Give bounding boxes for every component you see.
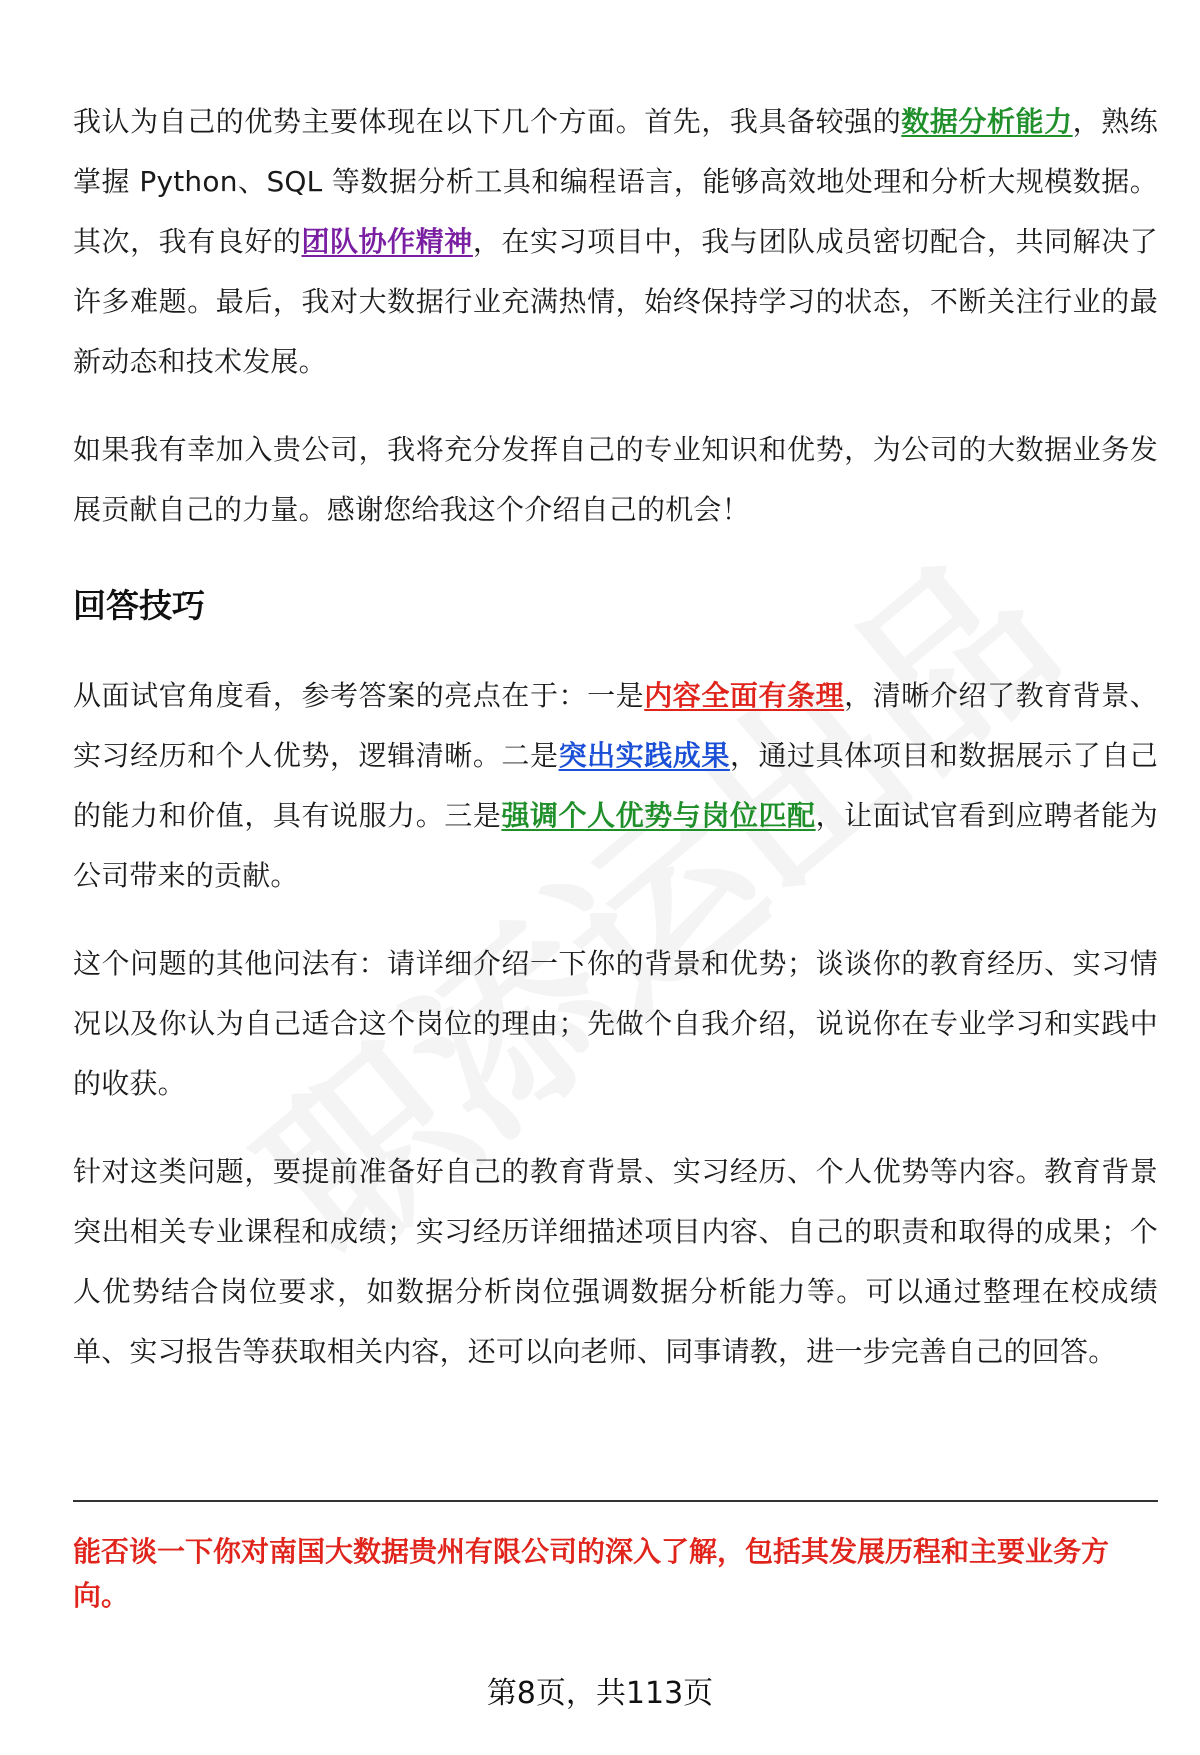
- highlight-teamwork: 团队协作精神: [301, 225, 473, 258]
- page-number: 第8页，共113页: [486, 1676, 714, 1711]
- highlight-data-analysis: 数据分析能力: [901, 105, 1073, 138]
- text-run: 从面试官角度看，参考答案的亮点在于：一是: [73, 679, 645, 712]
- section-heading-tips: 回答技巧: [73, 586, 205, 625]
- intro-paragraph-strengths: [73, 92, 1158, 392]
- tips-paragraph-highlights: [73, 666, 1158, 906]
- tips-paragraph-preparation: 针对这类问题，要提前准备好自己的教育背景、实习经历、个人优势等内容。教育背景突出相关专业课程和成绩；实习经历详细描述项目内容、自己的职责和取得的成果；个人优势结合岗位要求，如数据分析岗位强调数据分析能力等。可以通过整理在校成绩单、实习报告等获取相关内容，还可以向老师、同事请教，进一步完善自己的回答。: [73, 1155, 1158, 1368]
- highlight-job-match: 强调个人优势与岗位匹配: [501, 799, 816, 832]
- text-run: ，熟练掌握 Python、SQL 等数据分析工具和编程语言，能够高效地处理和分析大规模数据。其次，我有良好的: [73, 105, 1158, 258]
- highlight-practice-results: 突出实践成果: [558, 739, 730, 772]
- text-run: ，清晰介绍了教育背景、实习经历和个人优势，逻辑清晰。二是: [73, 679, 1158, 772]
- text-run: ，让面试官看到应聘者能为公司带来的贡献。: [73, 799, 1159, 892]
- tips-paragraph-alternatives: 这个问题的其他问法有：请详细介绍一下你的背景和优势；谈谈你的教育经历、实习情况以及你认为自己适合这个岗位的理由；先做个自我介绍，说说你在专业学习和实践中的收获。: [73, 947, 1158, 1100]
- next-question: 能否谈一下你对南国大数据贵州有限公司的深入了解，包括其发展历程和主要业务方向。: [73, 1535, 1110, 1612]
- document-body: [73, 92, 1158, 1382]
- text-run: ，通过具体项目和数据展示了自己的能力和价值，具有说服力。三是: [73, 739, 1159, 832]
- text-run: 我认为自己的优势主要体现在以下几个方面。首先，我具备较强的: [73, 105, 902, 138]
- text-run: ，在实习项目中，我与团队成员密切配合，共同解决了许多难题。最后，我对大数据行业充满热情，始终保持学习的状态，不断关注行业的最新动态和技术发展。: [73, 225, 1158, 378]
- highlight-comprehensive: 内容全面有条理: [644, 679, 845, 712]
- section-divider: [73, 1500, 1158, 1502]
- intro-paragraph-closing: 如果我有幸加入贵公司，我将充分发挥自己的专业知识和优势，为公司的大数据业务发展贡献自己的力量。感谢您给我这个介绍自己的机会！: [73, 433, 1158, 526]
